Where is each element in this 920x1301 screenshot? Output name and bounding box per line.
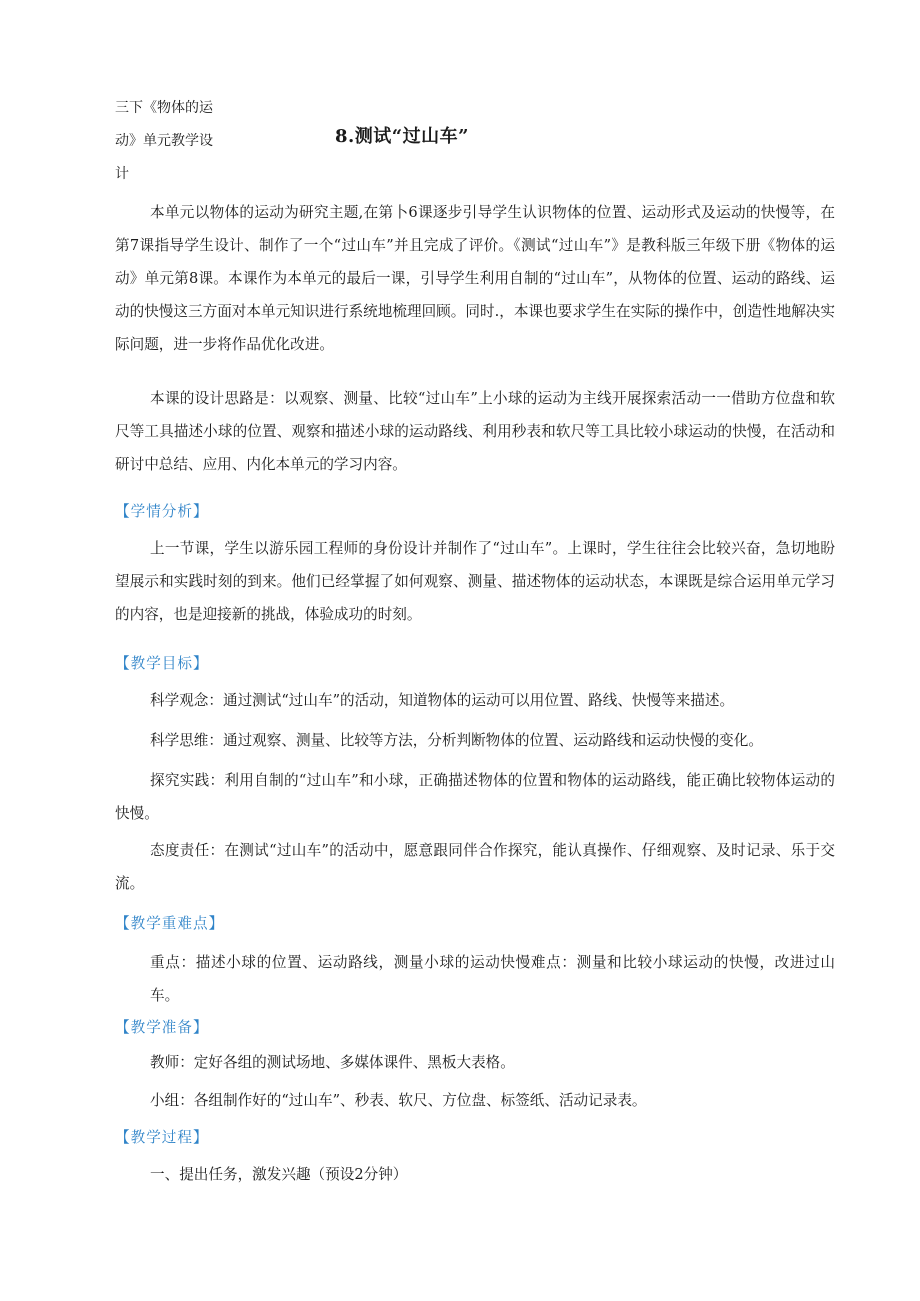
intro-paragraph-1: 本单元以物体的运动为研究主题,在第卜6课逐步引导学生认识物体的位置、运动形式及运动的快慢等，在第7课指导学生设计、制作了一个“过山车”并且完成了评价。《测试“过山车”》是教科版三年级下册《物体的运动》单元第8课。本课作为本单元的最后一课，引导学生利用自制的“过山车”，从物体的位置、运动的路线、运动的快慢这三方面对本单元知识进行系统地梳理回顾。同时.，本课也要求学生在实际的操作中，创造性地解决实际问题，进一步将作品优化改进。 — [115, 204, 835, 353]
unit-label: 三下《物体的运动》单元教学设计 — [115, 100, 213, 182]
analysis-paragraph: 上一节课，学生以游乐园工程师的身份设计并制作了“过山车”。上课时，学生往往会比较兴奋，急切地盼望展示和实践时刻的到来。他们已经掌握了如何观察、测量、描述物体的运动状态，本课既是综合运用单元学习的内容，也是迎接新的挑战，体验成功的时刻。 — [115, 540, 835, 623]
section-heading-process: 【教学过程】 — [115, 1129, 209, 1146]
section-heading-keypoints: 【教学重难点】 — [115, 915, 225, 932]
keypoints-text: 重点：描述小球的位置、运动路线，测量小球的运动快慢难点：测量和比较小球运动的快慢，改进过山车。 — [150, 954, 835, 1004]
goal-thinking: 科学思维：通过观察、测量、比较等方法，分析判断物体的位置、运动路线和运动快慢的变化。 — [150, 732, 763, 749]
goal-attitude: 态度责任：在测试“过山车”的活动中，愿意跟同伴合作探究，能认真操作、仔细观察、及时记录、乐于交流。 — [115, 842, 835, 892]
prep-group: 小组：各组制作好的“过山车”、秒表、软尺、方位盘、标签纸、活动记录表。 — [150, 1092, 647, 1109]
prep-teacher: 教师：定好各组的测试场地、多媒体课件、黑板大表格。 — [150, 1054, 515, 1071]
section-heading-prep: 【教学准备】 — [115, 1019, 209, 1036]
intro-paragraph-2: 本课的设计思路是：以观察、测量、比较“过山车”上小球的运动为主线开展探索活动一一借助方位盘和软尺等工具描述小球的位置、观察和描述小球的运动路线、利用秒表和软尺等工具比较小球运动的快慢，在活动和研讨中总结、应用、内化本单元的学习内容。 — [115, 390, 835, 473]
process-step-1: 一、提出任务，激发兴趣（预设2分钟） — [150, 1166, 408, 1183]
goal-concept: 科学观念：通过测试“过山车”的活动，知道物体的运动可以用位置、路线、快慢等来描述。 — [150, 692, 735, 709]
lesson-title: 8.测试“过山车” — [335, 126, 469, 147]
section-heading-goals: 【教学目标】 — [115, 655, 209, 672]
goal-practice: 探究实践：利用自制的“过山车”和小球，正确描述物体的位置和物体的运动路线，能正确比较物体运动的快慢。 — [115, 772, 835, 822]
section-heading-analysis: 【学情分析】 — [115, 503, 209, 520]
